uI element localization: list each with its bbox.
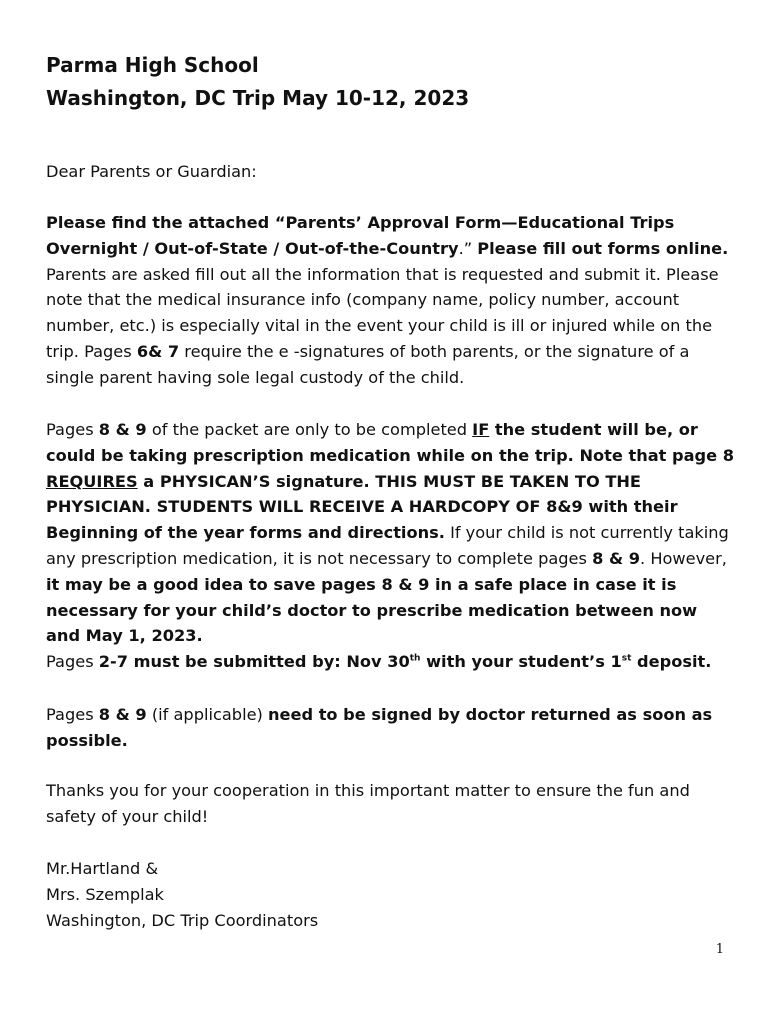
doctor-sign-text: need to be signed by doctor returned as soon as possible. bbox=[46, 705, 713, 750]
save-pages-text: it may be a good idea to save pages 8 & 9 in a safe place in case it is necessary for your child’s doctor to prescribe medication between now and May 1, 2023. bbox=[46, 574, 698, 646]
fill-online-text: Please fill out forms online. bbox=[477, 238, 729, 258]
text-span: Pages bbox=[46, 652, 99, 671]
if-text: IF bbox=[472, 420, 490, 439]
text-span: require the e -signatures of both parents, or the signature of a single parent having sole legal custody of the child. bbox=[46, 341, 690, 387]
text-span: (if applicable) bbox=[146, 705, 268, 724]
text-span: of the packet are only to be completed bbox=[146, 420, 473, 439]
superscript: st bbox=[621, 653, 632, 664]
text-span: Pages bbox=[46, 705, 99, 724]
text-span: Parents are asked fill out all the information that is requested and submit it. Please note that the medical insurance info (company name, policy number, account number, etc.) is especially vital in the event your child is ill or injured while on the trip. Pages bbox=[46, 264, 719, 361]
paragraph-deadline bbox=[46, 649, 736, 675]
text-span: Pages bbox=[46, 420, 99, 439]
requires-text: REQUIRES bbox=[46, 471, 138, 491]
trip-title: Washington, DC Trip May 10-12, 2023 bbox=[46, 86, 470, 110]
deadline-text: 2-7 must be submitted by: Nov 30 bbox=[98, 652, 410, 671]
signature-line: Mr.Hartland & bbox=[46, 859, 159, 878]
pages-8-9-text: 8 & 9 bbox=[98, 705, 147, 724]
greeting: Dear Parents or Guardian: bbox=[46, 162, 257, 181]
signature-block bbox=[46, 856, 736, 933]
form-name-text: Please find the attached “Parents’ Approval Form—Educational Trips Overnight / Out-of-State / Out-of-the-Country bbox=[46, 213, 675, 258]
text-span: If your child is not currently taking any prescription medication, it is not necessary to complete pages bbox=[46, 523, 729, 568]
paragraph-thanks: Thanks you for your cooperation in this important matter to ensure the fun and safety of your child! bbox=[46, 781, 690, 826]
paragraph-forms bbox=[46, 210, 736, 391]
pages-8-9-text: 8 & 9 bbox=[98, 420, 147, 439]
text-span: . However, bbox=[640, 548, 727, 568]
pages-8-9-text: 8 & 9 bbox=[592, 548, 641, 568]
deposit-text: with your student’s 1 bbox=[420, 652, 622, 671]
school-name: Parma High School bbox=[46, 53, 259, 77]
superscript: th bbox=[409, 653, 421, 664]
physician-text: a PHYSICAN’S signature. THIS MUST BE TAKEN TO THE PHYSICIAN. STUDENTS WILL RECEIVE A HARDCOPY OF 8&9 with their Beginning of the year forms and directions. bbox=[46, 471, 678, 543]
page-number: 1 bbox=[715, 942, 724, 957]
deposit-text: deposit. bbox=[631, 652, 712, 671]
text-span: .” bbox=[458, 238, 478, 258]
signature-line: Mrs. Szemplak bbox=[46, 884, 164, 904]
paragraph-doctor bbox=[46, 702, 736, 754]
paragraph-medication bbox=[46, 417, 736, 649]
pages-6-7-text: 6& 7 bbox=[136, 341, 180, 361]
signature-title: Washington, DC Trip Coordinators bbox=[46, 910, 319, 930]
medication-text: the student will be, or could be taking prescription medication while on the trip. Note that page 8 bbox=[46, 420, 735, 465]
